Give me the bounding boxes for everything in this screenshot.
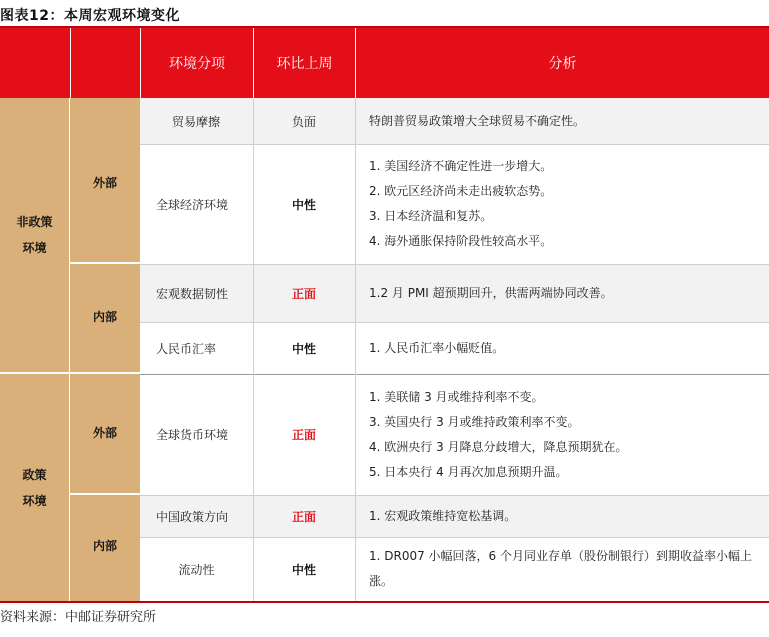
row-change: 中性 <box>291 197 316 212</box>
analysis-line: 1. 人民币汇率小幅贬值。 <box>369 340 505 355</box>
analysis-line: 特朗普贸易政策增大全球贸易不确定性。 <box>369 113 586 128</box>
sub-external-2: 外部 <box>70 374 140 495</box>
row-divider <box>140 322 769 323</box>
analysis-line: 涨。 <box>369 574 394 588</box>
header-analysis: 分析 <box>355 28 769 98</box>
row-change: 中性 <box>291 341 316 356</box>
column-divider <box>253 98 254 601</box>
row-analysis <box>355 374 769 495</box>
analysis-line: 4. 欧洲央行 3 月降息分歧增大，降息预期犹在。 <box>369 439 628 454</box>
row-item: 人民币汇率 <box>156 341 217 356</box>
category-non-policy-line1: 非政策 <box>16 215 53 229</box>
row-change: 正面 <box>253 264 355 322</box>
analysis-line: 1. 宏观政策维持宽松基调。 <box>369 508 517 523</box>
analysis-line: 1. 美国经济不确定性进一步增大。 <box>369 159 553 173</box>
row-item: 流动性 <box>178 562 215 577</box>
analysis-line: 3. 日本经济温和复苏。 <box>369 209 493 223</box>
sub-internal-1: 内部 <box>70 264 140 374</box>
figure-title: 图表12：本周宏观环境变化 <box>0 8 180 24</box>
row-item: 全球货币环境 <box>156 428 229 442</box>
row-change: 正面 <box>291 428 316 442</box>
row-item: 宏观数据韧性 <box>140 264 253 322</box>
analysis-line: 4. 海外通胀保持阶段性较高水平。 <box>369 234 553 248</box>
source-note: 资料来源：中邮证券研究所 <box>0 610 157 625</box>
analysis-line: 3. 英国央行 3 月或维持政策利率不变。 <box>369 414 580 429</box>
sub-external-1: 外部 <box>70 98 140 264</box>
row-divider <box>140 264 769 265</box>
column-divider <box>355 98 356 601</box>
row-divider <box>140 495 769 496</box>
table-header <box>0 28 769 98</box>
row-analysis <box>355 98 769 144</box>
row-analysis <box>355 322 769 374</box>
row-divider <box>140 144 769 145</box>
header-wow: 环比上周 <box>253 28 355 98</box>
row-change: 负面 <box>253 98 355 144</box>
row-change: 中性 <box>291 562 316 577</box>
row-analysis <box>355 537 769 601</box>
analysis-line: 1. 美联储 3 月或维持利率不变。 <box>369 389 544 404</box>
row-change: 正面 <box>253 495 355 537</box>
analysis-line: 1.2 月 PMI 超预期回升，供需两端协同改善。 <box>369 285 613 300</box>
row-item: 贸易摩擦 <box>140 98 253 144</box>
analysis-line: 1. DR007 小幅回落，6 个月同业存单（股份制银行）到期收益率小幅上 <box>369 549 753 563</box>
row-divider <box>140 537 769 538</box>
category-non-policy <box>0 98 70 374</box>
category-policy-line2: 环境 <box>22 493 47 508</box>
sub-internal-2: 内部 <box>70 495 140 601</box>
row-item: 中国政策方向 <box>140 495 253 537</box>
header-item: 环境分项 <box>140 28 253 98</box>
row-analysis <box>355 264 769 322</box>
analysis-line: 2. 欧元区经济尚未走出疲软态势。 <box>369 184 553 198</box>
category-policy <box>0 374 70 601</box>
row-divider <box>140 374 769 375</box>
header-sub <box>70 28 140 98</box>
row-analysis <box>355 144 769 264</box>
category-non-policy-line2: 环境 <box>22 241 47 255</box>
analysis-line: 5. 日本央行 4 月再次加息预期升温。 <box>369 464 568 479</box>
header-category <box>0 28 70 98</box>
category-policy-line1: 政策 <box>22 467 47 482</box>
row-item: 全球经济环境 <box>156 197 229 212</box>
row-analysis <box>355 495 769 537</box>
bottom-rule <box>0 601 769 603</box>
